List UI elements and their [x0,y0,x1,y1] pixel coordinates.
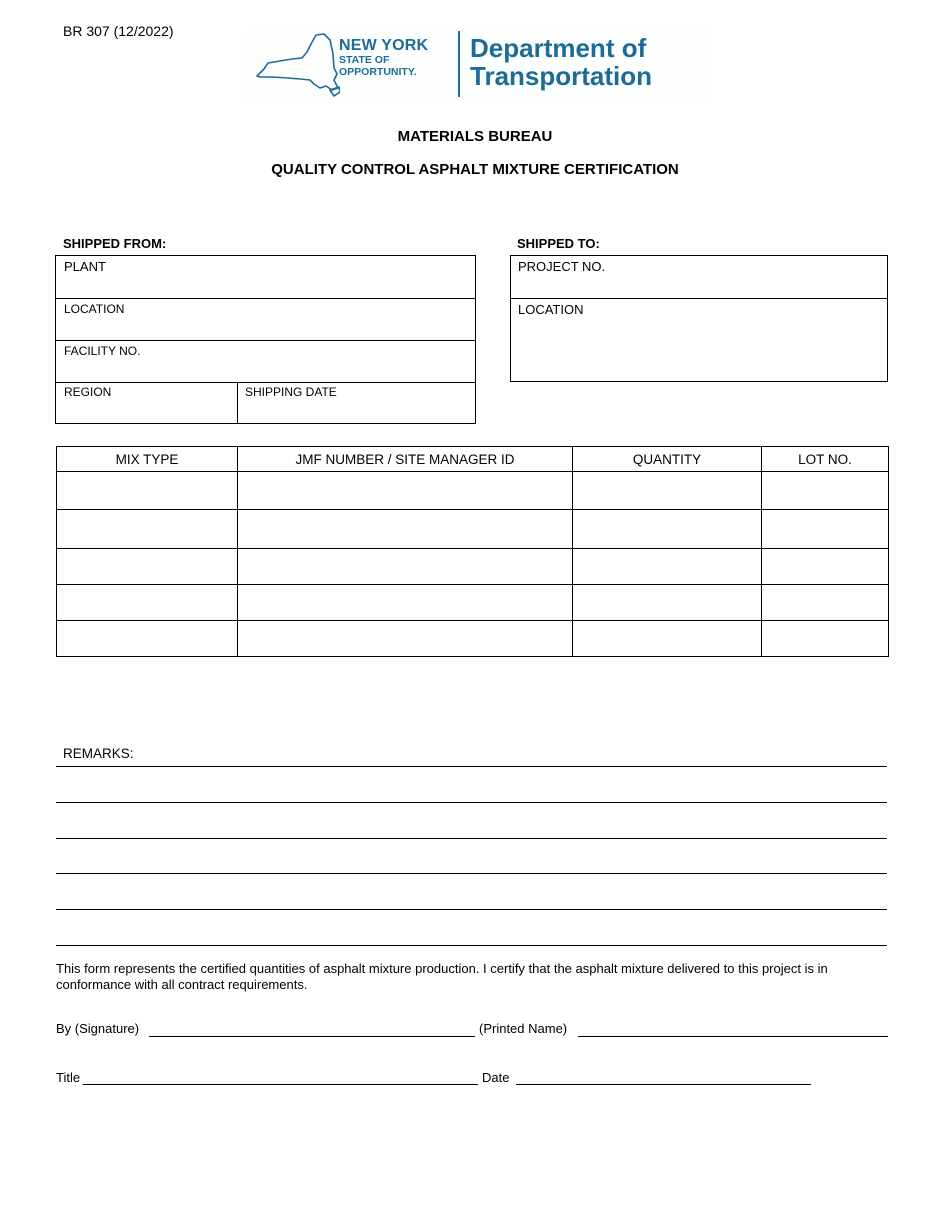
table-cell [238,585,573,621]
printed-name-input[interactable] [578,1016,888,1038]
shipped-from-label: SHIPPED FROM: [63,236,167,251]
mix-type-input[interactable] [57,522,237,537]
table-cell [238,549,573,585]
table-cell [762,585,889,621]
col-quantity: QUANTITY [573,447,762,472]
remarks-line-6-input[interactable] [56,915,887,945]
dot-wordmark [470,34,652,90]
plant-label: PLANT [64,259,106,274]
mix-table [56,446,889,657]
remarks-line-3-input[interactable] [56,808,887,838]
ny-line1: NEW YORK [339,37,429,54]
mix-type-input[interactable] [57,595,237,610]
lot-no-input[interactable] [762,631,888,646]
project-location-input[interactable] [511,320,887,380]
remarks-line-2-input[interactable] [56,772,887,802]
shipped-from-box [55,255,476,424]
table-cell [573,621,762,657]
remarks-line-4-input[interactable] [56,843,887,873]
certification-statement: This form represents the certified quantities of asphalt mixture production. I certify that the asphalt mixture delivered to this project is in conformance with all contract requirements. [56,961,828,992]
ny-line3: OPPORTUNITY. [339,65,417,78]
form-title: QUALITY CONTROL ASPHALT MIXTURE CERTIFICATION [271,161,679,178]
form-id: BR 307 (12/2022) [63,23,174,39]
lot-no-input[interactable] [762,522,888,537]
signature-input[interactable] [149,1016,475,1038]
dot-line1: Department of [470,33,647,63]
table-cell [573,585,762,621]
location-label: LOCATION [64,302,125,316]
table-cell [573,549,762,585]
divider [511,298,887,299]
quantity-input[interactable] [573,522,761,537]
jmf-number-input[interactable] [238,522,572,537]
col-lot-no: LOT NO. [762,447,889,472]
table-cell [573,510,762,549]
lot-no-input[interactable] [762,559,888,574]
title-label: Title [56,1070,81,1085]
new-york-state-map-icon [254,32,340,98]
table-row [57,510,889,549]
table-row [57,472,889,510]
remarks-line [56,909,887,910]
shipped-to-box [510,255,888,382]
divider [56,298,475,299]
logo-divider [458,31,460,97]
lot-no-input[interactable] [762,483,888,498]
quantity-input[interactable] [573,559,761,574]
bureau-heading: MATERIALS BUREAU [397,128,553,145]
jmf-number-input[interactable] [238,631,572,646]
table-cell [57,472,238,510]
nysdot-logo [246,28,712,102]
plant-location-input[interactable] [56,316,475,340]
remarks-line [56,945,887,946]
divider [56,340,475,341]
table-cell [762,472,889,510]
table-cell [573,472,762,510]
jmf-number-input[interactable] [238,595,572,610]
date-underline [516,1084,811,1085]
project-no-input[interactable] [511,276,887,298]
mix-type-input[interactable] [57,631,237,646]
ny-line2: STATE OF [339,54,390,66]
title-input[interactable] [83,1064,478,1086]
table-cell [762,510,889,549]
table-cell [57,621,238,657]
table-cell [238,510,573,549]
quantity-input[interactable] [573,483,761,498]
table-header-row [57,447,889,472]
lot-no-input[interactable] [762,595,888,610]
remarks-line [56,766,887,767]
jmf-number-input[interactable] [238,483,572,498]
signature-underline [149,1036,475,1037]
ny-state-wordmark [339,38,428,77]
table-cell [238,621,573,657]
plant-input[interactable] [116,256,471,298]
table-cell [57,549,238,585]
mix-type-input[interactable] [57,483,237,498]
remarks-line [56,802,887,803]
facility-no-input[interactable] [56,358,475,382]
project-no-label: PROJECT NO. [518,259,606,274]
date-input[interactable] [516,1064,811,1086]
dot-line2: Transportation [470,61,653,91]
printed-name-label: (Printed Name) [479,1021,568,1036]
remarks-line-1-input[interactable] [140,736,887,766]
remarks-line [56,838,887,839]
divider [56,382,475,383]
col-mix-type: MIX TYPE [57,447,238,472]
date-label: Date [482,1070,510,1085]
signature-label: By (Signature) [56,1021,140,1036]
table-cell [762,549,889,585]
mix-type-input[interactable] [57,559,237,574]
quantity-input[interactable] [573,631,761,646]
jmf-number-input[interactable] [238,559,572,574]
table-row [57,585,889,621]
title-underline [83,1084,478,1085]
project-location-label: LOCATION [518,302,584,317]
shipping-date-input[interactable] [238,400,475,423]
remarks-label: REMARKS: [63,746,134,761]
table-cell [57,510,238,549]
shipped-to-label: SHIPPED TO: [517,236,600,251]
printed-name-underline [578,1036,888,1037]
table-row [57,549,889,585]
remarks-line-5-input[interactable] [56,879,887,909]
col-jmf-number: JMF NUMBER / SITE MANAGER ID [238,447,573,472]
facility-no-label: FACILITY NO. [64,344,141,358]
region-input[interactable] [56,400,237,423]
quantity-input[interactable] [573,595,761,610]
table-row [57,621,889,657]
table-cell [238,472,573,510]
region-label: REGION [64,385,112,399]
shipping-date-label: SHIPPING DATE [245,385,337,399]
table-cell [57,585,238,621]
remarks-line [56,873,887,874]
table-cell [762,621,889,657]
